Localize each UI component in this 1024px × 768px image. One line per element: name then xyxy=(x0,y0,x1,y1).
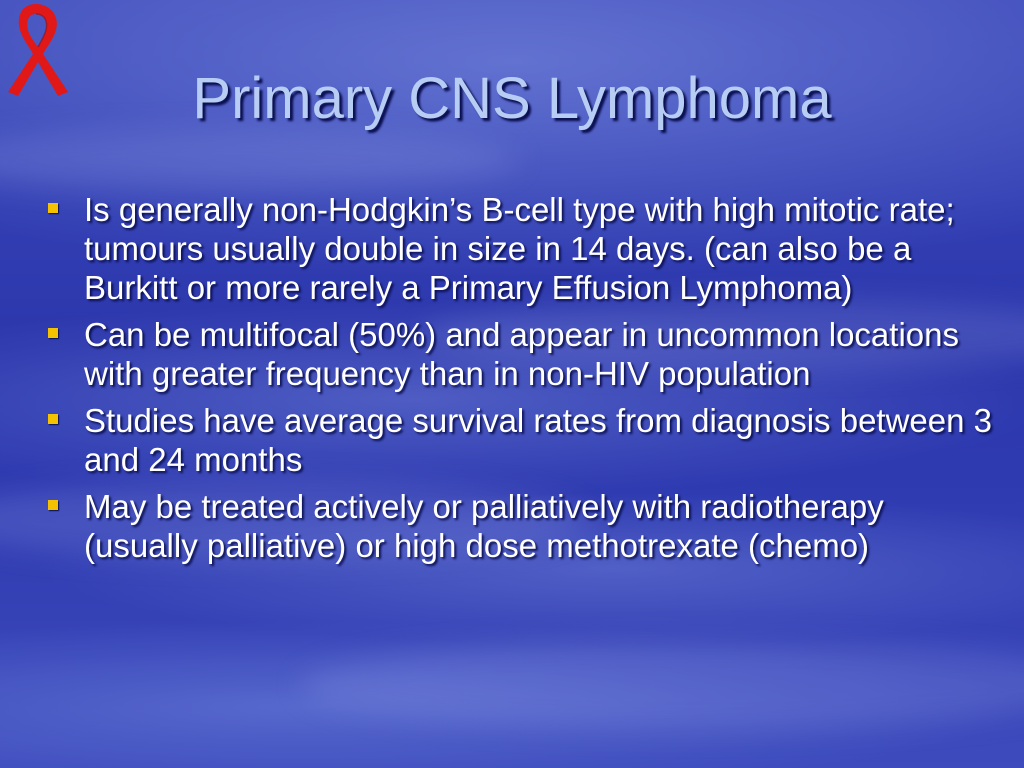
square-bullet-icon xyxy=(48,500,58,510)
square-bullet-icon xyxy=(48,203,58,213)
bullet-text: May be treated actively or palliatively with radiotherapy (usually palliative) or high dose methotrexate (chemo) xyxy=(84,488,884,564)
bullet-item xyxy=(44,487,994,565)
slide-title: Primary CNS Lymphoma xyxy=(192,66,832,131)
bullet-text: Can be multifocal (50%) and appear in uncommon locations with greater frequency than in non-HIV population xyxy=(84,316,959,392)
square-bullet-icon xyxy=(48,414,58,424)
background-cloud xyxy=(0,130,520,190)
bullet-list xyxy=(44,190,994,573)
square-bullet-icon xyxy=(48,328,58,338)
bullet-text: Studies have average survival rates from diagnosis between 3 and 24 months xyxy=(84,402,992,478)
bullet-text: Is generally non-Hodgkin’s B-cell type with high mitotic rate; tumours usually double in size in 14 days. (can also be a Burkitt or more rarely a Primary Effusion Lymphoma) xyxy=(84,191,955,306)
bullet-item xyxy=(44,190,994,307)
bullet-item xyxy=(44,401,994,479)
background-cloud xyxy=(300,640,1024,730)
bullet-item xyxy=(44,315,994,393)
